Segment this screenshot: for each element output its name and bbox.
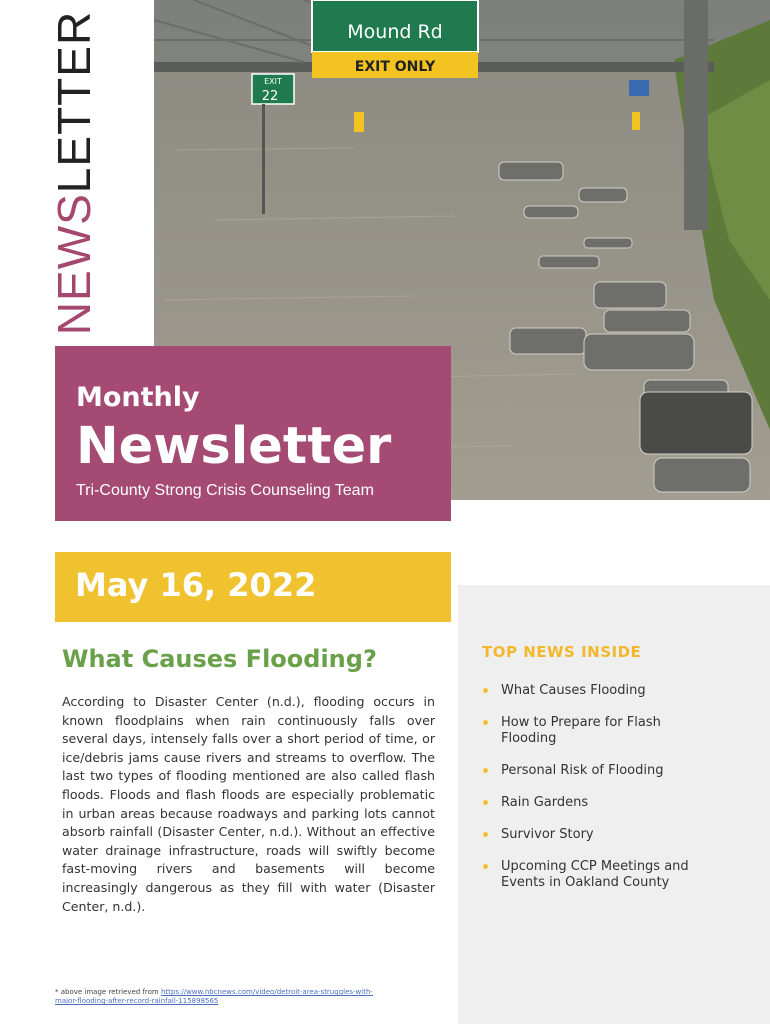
- sidebar-item-label: Survivor Story: [501, 827, 594, 842]
- sidebar-list: [482, 683, 750, 891]
- title-monthly: Monthly: [76, 382, 200, 413]
- sidebar-item-label: Rain Gardens: [501, 795, 589, 810]
- sidebar-item-upcoming-meetings: [482, 859, 691, 891]
- bullet-icon: [483, 832, 488, 837]
- bullet-icon: [483, 688, 488, 693]
- sidebar-item-label: How to Prepare for Flash Flooding: [501, 715, 661, 746]
- sidebar-item-prepare-flash-flooding: [482, 715, 691, 747]
- vertical-heading-news: NEWS: [48, 193, 100, 336]
- article-title: What Causes Flooding?: [62, 645, 377, 673]
- sidebar-item-personal-risk: [482, 763, 691, 779]
- vertical-newsletter-heading: [48, 10, 100, 336]
- footnote-prefix: * above image retrieved from: [55, 988, 161, 996]
- image-credit-footnote: [55, 988, 395, 1006]
- sidebar-heading: TOP NEWS INSIDE: [482, 643, 642, 661]
- bullet-icon: [483, 800, 488, 805]
- sign-exit-small-text: EXIT: [264, 77, 282, 86]
- vertical-heading-letter: LETTER: [48, 10, 100, 194]
- article-body: According to Disaster Center (n.d.), flooding occurs in known floodplains when rain continuously falls over several days, intensely falls over a short period of time, or ice/debris jams cause rivers and streams to overflow. The last two types of flooding mentioned are also called flash floods. Floods and flash floods are especially problematic in urban areas because roadways and parking lots cannot absorb rainfall (Disaster Center, n.d.). Without an effective water drainage infrastructure, roads will swiftly become fast-moving rivers and basements will become increasingly dangerous as they fill with water (Disaster Center, n.d.).: [62, 694, 435, 914]
- sidebar-item-survivor-story: [482, 827, 691, 843]
- title-team: Tri-County Strong Crisis Counseling Team: [76, 482, 374, 499]
- top-news-sidebar: [458, 585, 770, 1024]
- sidebar-item-label: What Causes Flooding: [501, 683, 646, 698]
- sidebar-item-label: Personal Risk of Flooding: [501, 763, 664, 778]
- sign-exit-small-number: 22: [261, 89, 279, 104]
- footnote-link[interactable]: https://www.nbcnews.com/video/detroit-area-struggles-with-major-flooding-after-record-rainfall-115898565: [55, 988, 373, 1005]
- sidebar-item-label: Upcoming CCP Meetings and Events in Oakland County: [501, 859, 689, 890]
- title-newsletter: Newsletter: [76, 417, 392, 476]
- issue-date: May 16, 2022: [55, 552, 451, 622]
- sidebar-item-rain-gardens: [482, 795, 691, 811]
- sign-road-text: Mound Rd: [347, 21, 443, 43]
- bullet-icon: [483, 720, 488, 725]
- sidebar-item-what-causes-flooding: [482, 683, 691, 699]
- bullet-icon: [483, 768, 488, 773]
- sign-exit-only-text: EXIT ONLY: [354, 59, 436, 75]
- bullet-icon: [483, 864, 488, 869]
- title-box: [55, 346, 451, 521]
